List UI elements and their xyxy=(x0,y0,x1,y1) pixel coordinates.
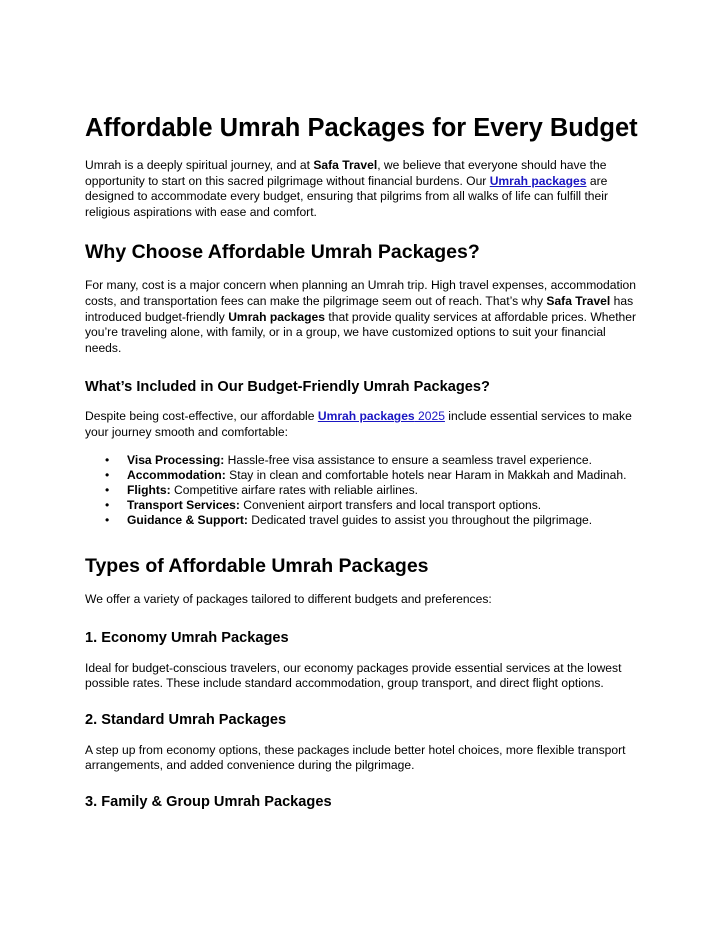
bullet-icon: • xyxy=(105,497,110,512)
list-item-label: Visa Processing: xyxy=(127,452,225,467)
standard-paragraph: A step up from economy options, these packages include better hotel choices, more flexible transport arrangements, and added convenience during the pilgrimage. xyxy=(85,742,626,773)
list-item xyxy=(105,452,640,468)
bullet-icon: • xyxy=(105,512,110,527)
types-heading: Types of Affordable Umrah Packages xyxy=(85,555,429,577)
intro-brand: Safa Travel xyxy=(313,158,378,172)
why-paragraph xyxy=(85,278,640,356)
umrah-packages-2025-link-bold: Umrah packages xyxy=(317,409,415,424)
included-list xyxy=(85,453,640,528)
types-intro: We offer a variety of packages tailored to different budgets and preferences: xyxy=(85,592,492,606)
list-item-text: Dedicated travel guides to assist you throughout the pilgrimage. xyxy=(247,512,593,527)
umrah-packages-2025-link[interactable] xyxy=(318,409,445,423)
list-item xyxy=(105,482,640,498)
intro-text-2: , we believe that everyone should have the opportunity to start on this sacred pilgrimage without financial burdens. Our xyxy=(85,158,607,188)
list-item-text: Stay in clean and comfortable hotels near Haram in Makkah and Madinah. xyxy=(225,467,627,482)
economy-paragraph: Ideal for budget-conscious travelers, our economy packages provide essential services at the lowest possible rates. These include standard accommodation, group transport, and direct flight options. xyxy=(85,660,622,691)
why-brand: Safa Travel xyxy=(546,293,611,308)
economy-heading: 1. Economy Umrah Packages xyxy=(85,629,289,646)
family-heading: 3. Family & Group Umrah Packages xyxy=(85,793,332,810)
document-content xyxy=(85,112,640,823)
intro-paragraph xyxy=(85,158,640,220)
intro-text-3: are designed to accommodate every budget, ensuring that pilgrims from all walks of life can fulfill their religious aspirations with ease and comfort. xyxy=(85,173,608,219)
umrah-packages-link-text: Umrah packages xyxy=(489,173,587,188)
why-text-2: has introduced budget-friendly xyxy=(85,293,634,324)
list-item-text: Convenient airport transfers and local transport options. xyxy=(239,497,542,512)
umrah-packages-link[interactable] xyxy=(490,174,587,188)
standard-heading: 2. Standard Umrah Packages xyxy=(85,711,287,728)
why-heading: Why Choose Affordable Umrah Packages? xyxy=(85,241,480,264)
list-item-label: Accommodation: xyxy=(127,467,226,482)
list-item-label: Transport Services: xyxy=(127,497,240,512)
list-item-label: Flights: xyxy=(127,482,171,497)
why-text-3: that provide quality services at affordable prices. Whether you’re traveling alone, with family, or in a group, we have customized options to suit your financial needs. xyxy=(85,309,637,355)
intro-text-1: Umrah is a deeply spiritual journey, and at xyxy=(85,158,314,172)
list-item-text: Competitive airfare rates with reliable airlines. xyxy=(170,482,419,497)
page-title: Affordable Umrah Packages for Every Budget xyxy=(85,114,638,142)
included-text-2: include essential services to make your journey smooth and comfortable: xyxy=(85,409,632,439)
list-item xyxy=(105,497,640,513)
list-item-label: Guidance & Support: xyxy=(127,512,248,527)
list-item-text: Hassle-free visa assistance to ensure a seamless travel experience. xyxy=(224,452,592,467)
list-item xyxy=(105,512,640,528)
bullet-icon: • xyxy=(105,467,110,482)
included-heading: What’s Included in Our Budget-Friendly Umrah Packages? xyxy=(85,379,490,396)
included-text-1: Despite being cost-effective, our affordable xyxy=(85,409,318,424)
why-text-1: For many, cost is a major concern when planning an Umrah trip. High travel expenses, accommodation costs, and transportation fees can make the pilgrimage seem out of reach. That’s why xyxy=(85,278,636,308)
why-bold-packages: Umrah packages xyxy=(228,309,326,324)
bullet-icon: • xyxy=(105,452,110,467)
included-paragraph xyxy=(85,409,640,440)
list-item xyxy=(105,467,640,483)
umrah-packages-2025-link-year: 2025 xyxy=(414,409,445,424)
bullet-icon: • xyxy=(105,482,110,497)
